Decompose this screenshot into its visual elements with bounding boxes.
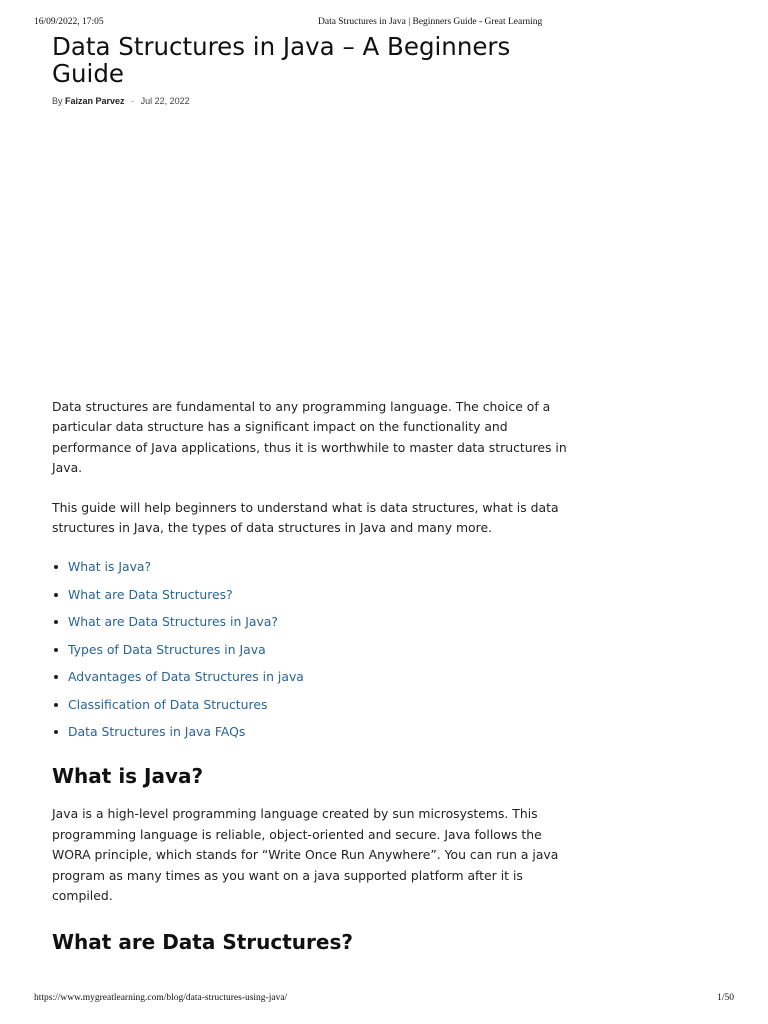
toc-link-data-structures-in-java[interactable]: What are Data Structures in Java? [68,614,279,630]
bullet-icon [54,620,58,624]
bullet-icon [54,648,58,652]
table-of-contents [52,557,572,742]
intro-paragraph: This guide will help beginners to understand what is data structures, what is data structures in Java, the types of data structures in Java and many more. [52,499,559,536]
intro-paragraph: Data structures are fundamental to any programming language. The choice of a particular data structure has a significant impact on the functionality and performance of Java applications, thus it is worthwhile to master data structures in Java. [52,399,567,476]
toc-link-what-are-data-structures[interactable]: What are Data Structures? [68,586,233,602]
publish-date: Jul 22, 2022 [140,96,190,106]
toc-link-types-of-data-structures[interactable]: Types of Data Structures in Java [68,641,266,657]
ad-placeholder [52,107,572,397]
toc-link-advantages[interactable]: Advantages of Data Structures in java [68,669,304,685]
toc-item [68,722,572,742]
toc-link-classification[interactable]: Classification of Data Structures [68,696,268,712]
section-heading-what-is-java: What is Java? [52,764,204,789]
toc-link-faqs[interactable]: Data Structures in Java FAQs [68,724,246,740]
toc-item [68,557,572,577]
byline-by-label: By [52,96,63,106]
print-page-title: Data Structures in Java | Beginners Guide - Great Learning [318,17,543,27]
print-header [34,17,734,31]
print-footer [34,993,734,1007]
toc-item [68,667,572,687]
byline-separator: - [131,96,135,106]
toc-link-what-is-java[interactable]: What is Java? [68,559,152,575]
print-page-number: 1/50 [717,993,734,1003]
print-url: https://www.mygreatlearning.com/blog/data-structures-using-java/ [34,993,288,1003]
bullet-icon [54,565,58,569]
bullet-icon [54,675,58,679]
byline [52,95,572,107]
article-title: Data Structures in Java – A Beginners Guide [52,32,511,88]
bullet-icon [54,703,58,707]
section-paragraph: Java is a high-level programming language created by sun microsystems. This programming language is reliable, object-oriented and secure. Java follows the WORA principle, which stands for “Write Once Run Anywhere”. You can run a java program as many times as you want on a java supported platform after it is compiled. [52,806,559,904]
article [52,33,572,954]
section-heading-what-are-data-structures: What are Data Structures? [52,930,353,955]
author-link[interactable]: Faizan Parvez [65,96,125,106]
bullet-icon [54,593,58,597]
bullet-icon [54,730,58,734]
toc-item [68,585,572,605]
toc-item [68,640,572,660]
toc-item [68,695,572,715]
print-datetime: 16/09/2022, 17:05 [34,17,104,27]
toc-item [68,612,572,632]
